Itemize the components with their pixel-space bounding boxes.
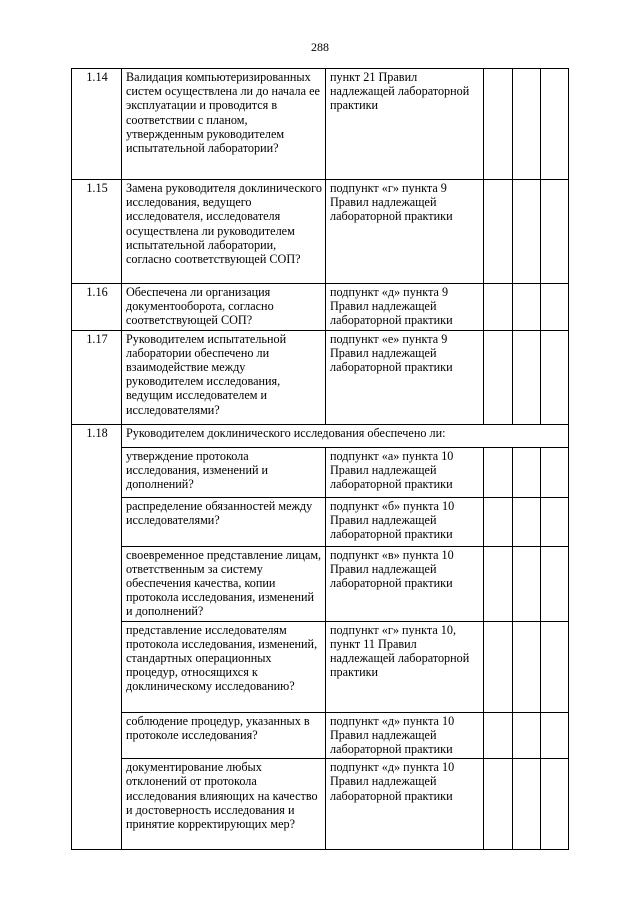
answer-no-cell (513, 621, 541, 712)
reference-cell: подпункт «д» пункта 10 Правил надлежащей лабораторной практики (326, 712, 484, 759)
question-cell: Обеспечена ли организация документооборота, согласно соответствующей СОП? (122, 284, 326, 331)
answer-yes-cell (484, 180, 513, 284)
question-cell: соблюдение процедур, указанных в протоколе исследования? (122, 712, 326, 759)
reference-cell: пункт 21 Правил надлежащей лабораторной практики (326, 69, 484, 180)
table-row (72, 759, 569, 850)
answer-yes-cell (484, 759, 513, 850)
reference-cell: подпункт «д» пункта 10 Правил надлежащей лабораторной практики (326, 759, 484, 850)
notes-cell (541, 497, 569, 546)
row-number: 1.15 (72, 180, 122, 284)
question-cell: Валидация компьютеризированных систем осуществлена ли до начала ее эксплуатации и проводится в соответствии с планом, утвержденным руководителем испытательной лаборатории? (122, 69, 326, 180)
answer-no-cell (513, 497, 541, 546)
question-cell: Руководителем испытательной лаборатории обеспечено ли взаимодействие между руководителем исследования, ведущим исследователем и исследователями? (122, 330, 326, 424)
reference-cell: подпункт «е» пункта 9 Правил надлежащей лабораторной практики (326, 330, 484, 424)
reference-cell: подпункт «в» пункта 10 Правил надлежащей лабораторной практики (326, 546, 484, 621)
notes-cell (541, 621, 569, 712)
answer-yes-cell (484, 69, 513, 180)
table-row (72, 424, 569, 447)
page-number: 288 (311, 40, 329, 54)
answer-yes-cell (484, 497, 513, 546)
row-number: 1.17 (72, 330, 122, 424)
answer-no-cell (513, 447, 541, 497)
reference-cell: подпункт «а» пункта 10 Правил надлежащей лабораторной практики (326, 447, 484, 497)
answer-yes-cell (484, 330, 513, 424)
notes-cell (541, 284, 569, 331)
table-row (72, 180, 569, 284)
question-cell: Замена руководителя доклинического исследования, ведущего исследователя, исследователя осуществлена ли руководителем испытательной лаборатории, согласно соответствующей СОП? (122, 180, 326, 284)
answer-yes-cell (484, 712, 513, 759)
answer-no-cell (513, 69, 541, 180)
group-header-cell: Руководителем доклинического исследования обеспечено ли: (122, 424, 569, 447)
row-number: 1.14 (72, 69, 122, 180)
table-row (72, 621, 569, 712)
notes-cell (541, 447, 569, 497)
table-row (72, 330, 569, 424)
row-number: 1.16 (72, 284, 122, 331)
answer-no-cell (513, 330, 541, 424)
row-number: 1.18 (72, 424, 122, 850)
answer-no-cell (513, 180, 541, 284)
checklist-table (71, 68, 569, 850)
table-row (72, 546, 569, 621)
reference-cell: подпункт «д» пункта 9 Правил надлежащей лабораторной практики (326, 284, 484, 331)
answer-no-cell (513, 759, 541, 850)
question-cell: распределение обязанностей между исследователями? (122, 497, 326, 546)
answer-no-cell (513, 712, 541, 759)
answer-no-cell (513, 284, 541, 331)
notes-cell (541, 759, 569, 850)
table-row (72, 69, 569, 180)
notes-cell (541, 712, 569, 759)
answer-yes-cell (484, 621, 513, 712)
table-row (72, 497, 569, 546)
notes-cell (541, 69, 569, 180)
answer-yes-cell (484, 447, 513, 497)
reference-cell: подпункт «г» пункта 9 Правил надлежащей лабораторной практики (326, 180, 484, 284)
table-row (72, 712, 569, 759)
question-cell: своевременное представление лицам, ответственным за систему обеспечения качества, копии протокола исследования, изменений и дополнений? (122, 546, 326, 621)
reference-cell: подпункт «г» пункта 10, пункт 11 Правил надлежащей лабораторной практики (326, 621, 484, 712)
answer-yes-cell (484, 284, 513, 331)
answer-yes-cell (484, 546, 513, 621)
question-cell: представление исследователям протокола исследования, изменений, стандартных операционных процедур, относящихся к доклиническому исследованию? (122, 621, 326, 712)
notes-cell (541, 330, 569, 424)
table-row (72, 284, 569, 331)
table-row (72, 447, 569, 497)
reference-cell: подпункт «б» пункта 10 Правил надлежащей лабораторной практики (326, 497, 484, 546)
question-cell: утверждение протокола исследования, изменений и дополнений? (122, 447, 326, 497)
answer-no-cell (513, 546, 541, 621)
notes-cell (541, 546, 569, 621)
notes-cell (541, 180, 569, 284)
question-cell: документирование любых отклонений от протокола исследования влияющих на качество и достоверность исследования и принятие корректирующих мер? (122, 759, 326, 850)
